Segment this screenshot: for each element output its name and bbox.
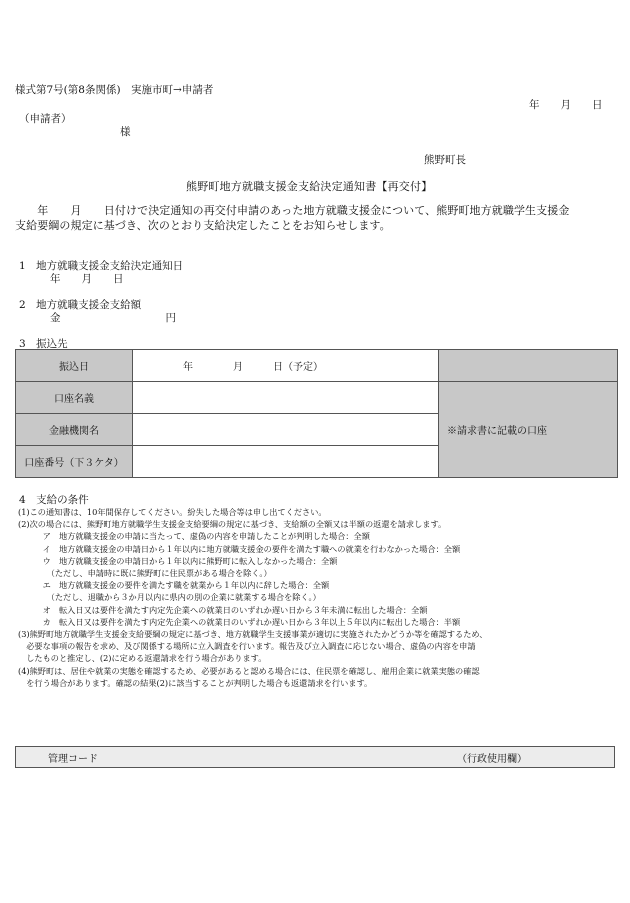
condition-line: を行う場合があります。確認の結果(2)に該当することが判明した場合も返還請求を行います。 — [18, 677, 373, 688]
condition-line: (1)この通知書は、10年間保存してください。紛失した場合等は申し出てください。 — [18, 507, 327, 517]
section-2-heading: 2 地方就職支援金支給額 — [19, 299, 142, 311]
account-note: ※請求書に記載の口座 — [439, 382, 618, 478]
issuer: 熊野町長 — [424, 154, 466, 166]
section-2-value: 金 円 — [50, 312, 176, 324]
table-row — [16, 382, 618, 414]
condition-line: ア 地方就職支援金の申請に当たって、虚偽の内容を申請したことが判明した場合：全額 — [18, 531, 370, 542]
intro-line: 年 月 日付けで決定通知の再交付申請のあった地方就職支援金について、熊野町地方就職学生支援金 — [15, 204, 570, 217]
row-label: 口座番号（下３ケタ） — [16, 446, 133, 478]
condition-line: ウ 地方就職支援金の申請日から１年以内に熊野町に転入しなかった場合：全額 — [18, 555, 338, 566]
admin-use-label: （行政使用欄） — [457, 754, 527, 765]
gray-cell — [439, 350, 618, 382]
row-label: 振込日 — [16, 350, 133, 382]
intro-line: 支給要綱の規定に基づき、次のとおり支給決定したことをお知らせします。 — [15, 219, 391, 232]
account-holder-value — [133, 382, 439, 414]
honorific: 様 — [120, 126, 131, 138]
condition-line: 必要な事項の報告を求め、及び関係する場所に立入調査を行います。報告及び立入調査に応じない場合、虚偽の内容を申請 — [18, 641, 476, 652]
date-line: 年 月 日 — [529, 99, 603, 111]
management-code-box — [15, 746, 615, 768]
transfer-date-value: 年 月 日（予定） — [133, 350, 439, 382]
section-1-heading: 1 地方就職支援金支給決定通知日 — [19, 260, 184, 272]
condition-line: オ 転入日又は要件を満たす内定先企業への就業日のいずれか遅い日から３年未満に転出した場合：全額 — [18, 604, 428, 615]
section-3-heading: 3 振込先 — [19, 338, 68, 350]
intro-paragraph — [15, 203, 615, 233]
condition-line: エ 地方就職支援金の要件を満たす職を就業から１年以内に辞した場合：全額 — [18, 580, 330, 591]
document-title: 熊野町地方就職支援金支給決定通知書【再交付】 — [186, 180, 433, 193]
table-row — [16, 350, 618, 382]
form-label: 様式第7号(第8条関係) 実施市町→申請者 — [15, 84, 214, 96]
condition-line: カ 転入日又は要件を満たす内定先企業への就業日のいずれか遅い日から３年以上５年以内に転出した場合：半額 — [18, 616, 461, 627]
condition-line: （ただし、申請時に既に熊野町に住民票がある場合を除く。） — [18, 568, 272, 579]
applicant-label: （申請者） — [19, 113, 72, 125]
section-1-value: 年 月 日 — [50, 273, 124, 285]
condition-line: (4)熊野町は、居住や就業の実態を確認するため、必要があると認める場合には、住民票を確認し、雇用企業に就業実態の確認 — [18, 665, 480, 676]
conditions-list — [18, 506, 618, 689]
bank-name-value — [133, 414, 439, 446]
condition-line: したものと推定し、(2)に定める返還請求を行う場合があります。 — [18, 653, 267, 664]
condition-line: イ 地方就職支援金の申請日から１年以内に地方就職支援金の要件を満たす職への就業を行わなかった場合：全額 — [18, 543, 461, 554]
row-label: 口座名義 — [16, 382, 133, 414]
account-number-value — [133, 446, 439, 478]
payment-table — [15, 349, 618, 478]
condition-line: (3)熊野町地方就職学生支援金支給要綱の規定に基づき、地方就職学生支援事業が適切に実施されたかどうか等を確認するため、 — [18, 629, 488, 640]
row-label: 金融機関名 — [16, 414, 133, 446]
section-4-heading: 4 支給の条件 — [19, 494, 89, 506]
management-code-label: 管理コード — [48, 754, 98, 765]
condition-line: （ただし、退職から３か月以内に県内の別の企業に就業する場合を除く。） — [18, 592, 321, 603]
condition-line: (2)次の場合には、熊野町地方就職学生支援金支給要綱の規定に基づき、支給額の全額又は半額の返還を請求します。 — [18, 519, 447, 530]
